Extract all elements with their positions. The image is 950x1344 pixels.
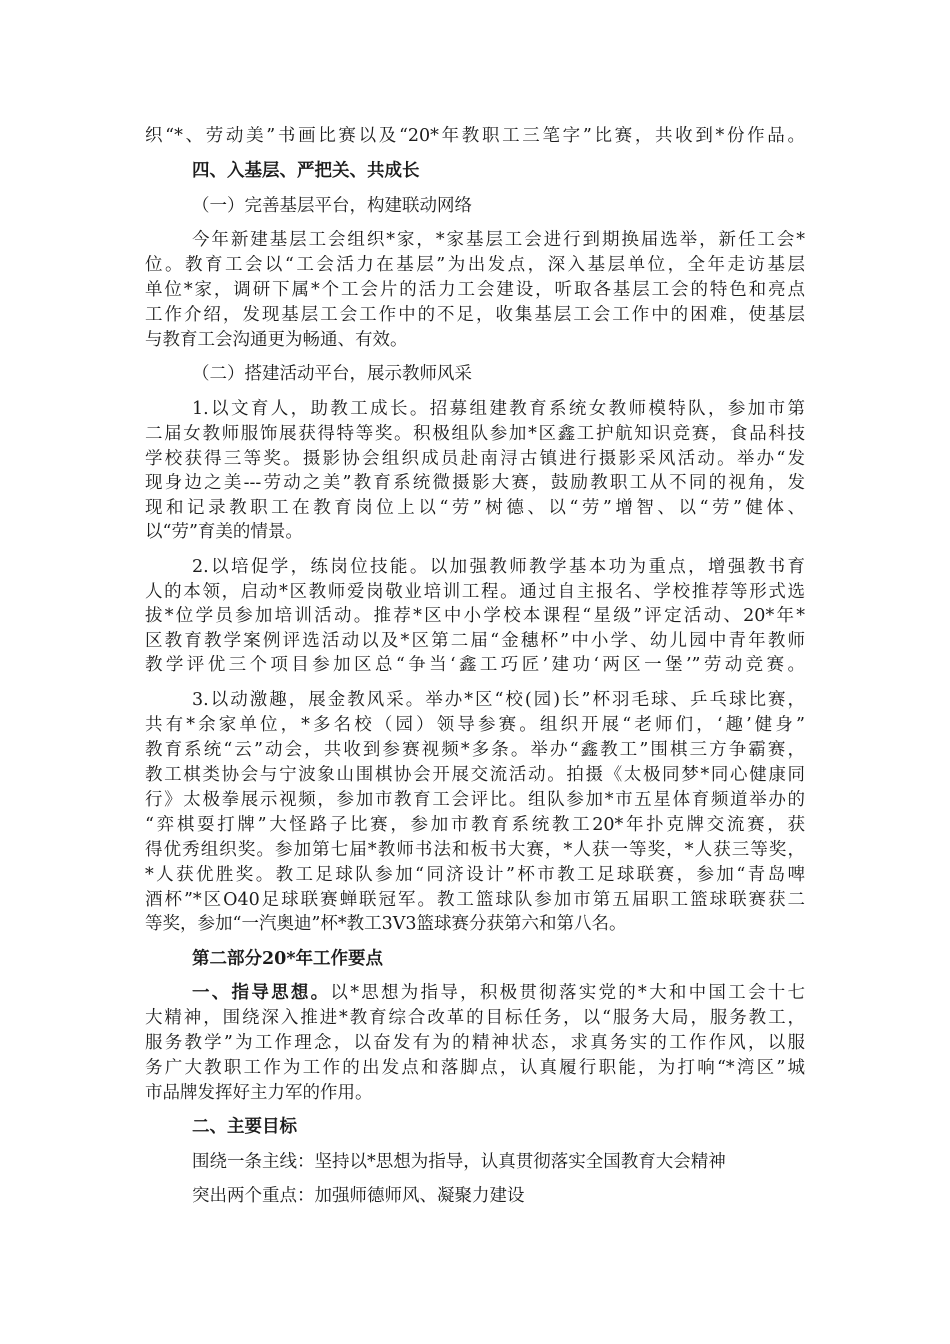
paragraph-line: “弈棋耍打牌”大怪路子比赛，参加市教育系统教工20*年扑克牌交流赛，获 [145, 815, 805, 835]
paragraph-line: 教育系统“云”动会，共收到参赛视频*多条。举办“鑫教工”围棋三方争霸赛， [145, 740, 805, 760]
section-heading: 二、主要目标 [192, 1117, 297, 1137]
paragraph-line: 行》太极拳展示视频，参加市教育工会评比。组队参加*市五星体育频道举办的 [145, 790, 805, 810]
paragraph-line: 酒杯”*区O40足球联赛蝉联冠军。教工篮球队参加市第五届职工篮球联赛获二 [145, 890, 805, 910]
paragraph-line [192, 981, 805, 1005]
paragraph-line: 位。教育工会以“工会活力在基层”为出发点，深入基层单位，全年走访基层 [145, 255, 805, 275]
guiding-thought-text: 以*思想为指导，积极贯彻落实党的*大和中国工会十七 [330, 983, 806, 1003]
paragraph-line: 区教育教学案例评选活动以及*区第二届“金穗杯”中小学、幼儿园中青年教师 [145, 631, 805, 651]
subsection-heading: （一）完善基层平台，构建联动网络 [192, 196, 472, 216]
paragraph-line: 单位*家，调研下属*个工会片的活力工会建设，听取各基层工会的特色和亮点 [145, 280, 805, 300]
paragraph-line: 大精神，围绕深入推进*教育综合改革的目标任务，以“服务大局，服务教工， [145, 1008, 805, 1028]
paragraph-line: 3.以动激趣，展金教风采。举办*区“校(园)长”杯羽毛球、乒乓球比赛， [192, 690, 805, 710]
paragraph-line: 教工棋类协会与宁波象山围棋协会开展交流活动。拍摄《太极同梦*同心健康同 [145, 765, 805, 785]
paragraph-line: 突出两个重点：加强师德师风、凝聚力建设 [192, 1186, 525, 1206]
paragraph-line: 与教育工会沟通更为畅通、有效。 [145, 330, 408, 350]
paragraph-line: 拔*位学员参加培训活动。推荐*区中小学校本课程“星级”评定活动、20*年* [145, 606, 805, 626]
paragraph-line: 现和记录教职工在教育岗位上以“劳”树德、以“劳”增智、以“劳”健体、 [145, 498, 805, 518]
guiding-thought-lead: 一、指导思想。 [192, 983, 331, 1003]
paragraph-line: 以“劳”育美的情景。 [145, 522, 303, 542]
paragraph-line: 得优秀组织奖。参加第七届*教师书法和板书大赛，*人获一等奖，*人获三等奖， [145, 840, 805, 860]
paragraph-line: *人获优胜奖。教工足球队参加“同济设计”杯市教工足球联赛，参加“青岛啤 [145, 865, 805, 885]
paragraph-line: 今年新建基层工会组织*家，*家基层工会进行到期换届选举，新任工会* [192, 230, 805, 250]
part-heading: 第二部分20*年工作要点 [192, 949, 384, 969]
paragraph-line: 工作介绍，发现基层工会工作中的不足，收集基层工会工作中的困难，使基层 [145, 305, 805, 325]
paragraph-line: 二届女教师服饰展获得特等奖。积极组队参加*区鑫工护航知识竞赛，食品科技 [145, 424, 805, 444]
paragraph-line: 人的本领，启动*区教师爱岗敬业培训工程。通过自主报名、学校推荐等形式选 [145, 582, 805, 602]
paragraph-line: 市品牌发挥好主力军的作用。 [145, 1083, 373, 1103]
paragraph-line: 2.以培促学，练岗位技能。以加强教师教学基本功为重点，增强教书育 [192, 557, 805, 577]
paragraph-line: 等奖，参加“一汽奥迪”杯*教工3V3篮球赛分获第六和第八名。 [145, 914, 627, 934]
paragraph-line: 围绕一条主线：坚持以*思想为指导，认真贯彻落实全国教育大会精神 [192, 1152, 726, 1172]
paragraph-line: 共有*余家单位，*多名校（园）领导参赛。组织开展“老师们，‘趣’健身” [145, 715, 805, 735]
paragraph-line: 教学评优三个项目参加区总“争当‘鑫工巧匠’建功‘两区一堡’”劳动竞赛。 [145, 655, 805, 675]
paragraph-line: 服务教学”为工作理念，以奋发有为的精神状态，求真务实的工作作风，以服 [145, 1033, 805, 1053]
paragraph-line: 学校获得三等奖。摄影协会组织成员赴南浔古镇进行摄影采风活动。举办“发 [145, 449, 805, 469]
subsection-heading: （二）搭建活动平台，展示教师风采 [192, 364, 472, 384]
paragraph-line: 现身边之美---劳动之美”教育系统微摄影大赛，鼓励教职工从不同的视角，发 [145, 473, 805, 493]
paragraph-line: 织“*、劳动美”书画比赛以及“20*年教职工三笔字”比赛，共收到*份作品。 [145, 126, 805, 146]
paragraph-line: 1.以文育人，助教工成长。招募组建教育系统女教师模特队，参加市第 [192, 399, 805, 419]
section-heading: 四、入基层、严把关、共成长 [192, 161, 420, 181]
paragraph-line: 务广大教职工作为工作的出发点和落脚点，认真履行职能，为打响“*湾区”城 [145, 1058, 805, 1078]
